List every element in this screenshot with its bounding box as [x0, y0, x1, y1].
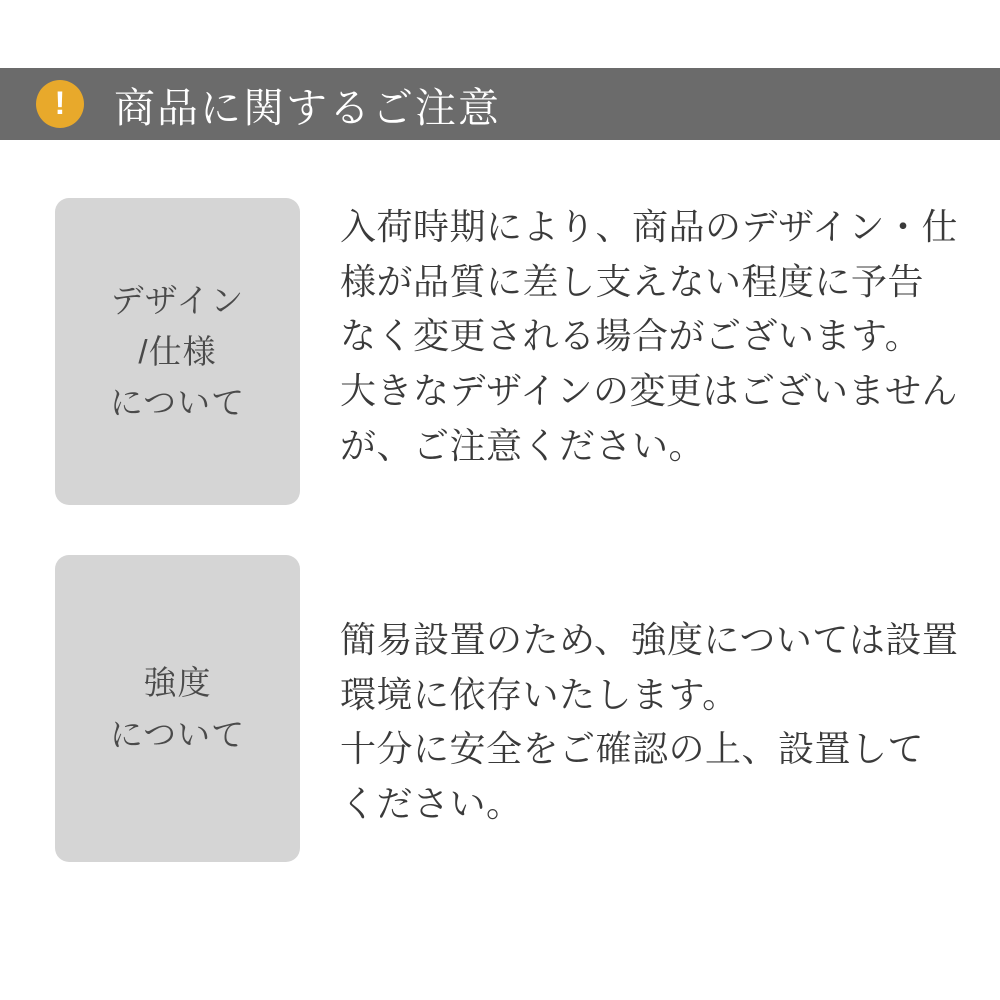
notice-content — [0, 140, 1000, 1000]
section-body-design — [340, 198, 960, 474]
paragraph: 簡易設置のため、強度については設置環境に依存いたします。 — [340, 619, 959, 715]
section-label-design — [55, 198, 300, 505]
paragraph: 入荷時期により、商品のデザイン・仕様が品質に差し支えない程度に予告なく変更される場合がございます。 — [340, 206, 958, 357]
notice-header — [0, 68, 1000, 140]
exclamation-icon — [36, 80, 84, 128]
label-line: について — [109, 384, 246, 422]
page-title: 商品に関するご注意 — [114, 84, 501, 131]
paragraph: 大きなデザインの変更はございませんが、ご注意ください。 — [340, 370, 958, 466]
section-label-strength — [55, 555, 300, 862]
paragraph: 十分に安全をご確認の上、設置してください。 — [340, 728, 925, 825]
label-line: について — [109, 715, 246, 753]
section-body-strength — [340, 555, 960, 832]
notice-section-strength — [55, 555, 960, 862]
notice-section-design — [55, 198, 960, 505]
top-spacer — [0, 0, 1000, 68]
label-line: デザイン — [110, 281, 245, 319]
label-line: 強度 — [143, 664, 212, 702]
exclamation-glyph: ! — [54, 85, 66, 121]
label-line: /仕様 — [138, 332, 217, 370]
